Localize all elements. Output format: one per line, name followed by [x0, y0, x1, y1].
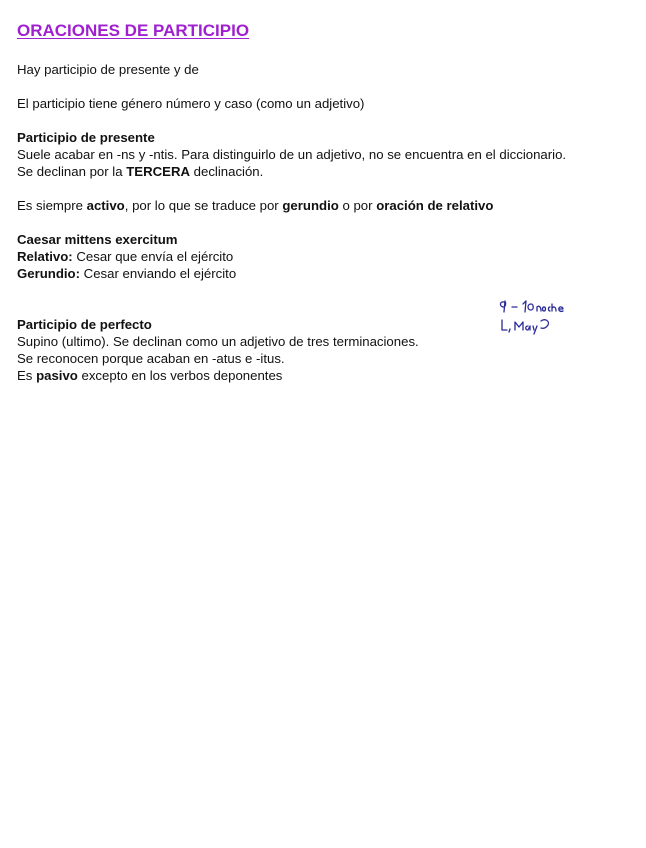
- gerundio-line: Gerundio: Cesar enviando el ejército: [17, 266, 237, 281]
- perfecto-heading: Participio de perfecto: [17, 317, 152, 332]
- general-line: El participio tiene género número y caso (como un adjetivo): [17, 96, 365, 111]
- handwritten-note-line-1: [0, 0, 1, 1]
- perfecto-line-1: Supino (ultimo). Se declinan como un adjetivo de tres terminaciones.: [17, 334, 419, 349]
- handwriting-stroke: [502, 320, 510, 332]
- spacer: [17, 180, 617, 197]
- presente-line-2: Se declinan por la TERCERA declinación.: [17, 164, 264, 179]
- perfecto-line-3: Es pasivo excepto en los verbos deponentes: [17, 368, 283, 383]
- example-heading: Caesar mittens exercitum: [17, 232, 178, 247]
- handwriting-stroke: [500, 301, 505, 312]
- spacer: [17, 112, 617, 129]
- handwriting-stroke: [537, 304, 563, 311]
- activo-line: Es siempre activo, por lo que se traduce por gerundio o por oración de relativo: [17, 198, 494, 213]
- perfecto-line-2: Se reconocen porque acaban en -atus e -itus.: [17, 351, 285, 366]
- handwriting-stroke: [528, 304, 533, 310]
- handwriting-stroke: [515, 322, 537, 334]
- handwritten-note: [496, 296, 580, 340]
- spacer: [17, 44, 617, 61]
- handwriting-stroke: [523, 301, 526, 312]
- spacer: [17, 214, 617, 231]
- document-title: ORACIONES DE PARTICIPIO: [17, 21, 250, 40]
- presente-line-1: Suele acabar en -ns y -ntis. Para distinguirlo de un adjetivo, no se encuentra en el diccionario.: [17, 147, 567, 162]
- spacer: [17, 78, 617, 95]
- presente-heading: Participio de presente: [17, 130, 155, 145]
- handwriting-stroke: [541, 320, 548, 329]
- handwritten-note-text: [0, 0, 1, 1]
- relativo-line: Relativo: Cesar que envía el ejército: [17, 249, 234, 264]
- intro-line: Hay participio de presente y de: [17, 62, 199, 77]
